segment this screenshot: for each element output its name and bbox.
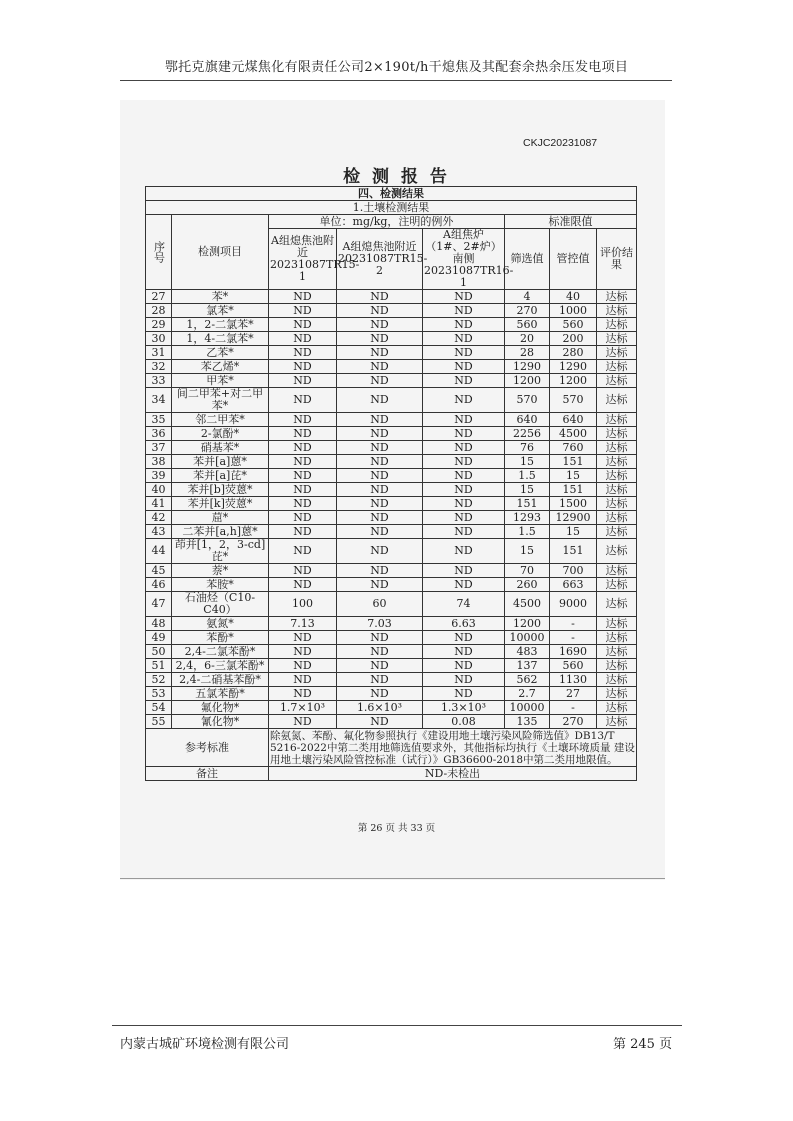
row-eval: 达标: [597, 617, 637, 631]
row-screen: 270: [505, 304, 550, 318]
row-item: 五氯苯酚*: [172, 687, 269, 701]
std-limit-header: 标准限值: [505, 215, 637, 229]
col-control-header: 管控值: [550, 229, 597, 290]
row-item: 2,4，6-三氯苯酚*: [172, 659, 269, 673]
row-sample2: ND: [337, 290, 423, 304]
row-sample1: ND: [269, 332, 337, 346]
table-row: [146, 483, 637, 497]
row-sample2: ND: [337, 469, 423, 483]
row-sample1: ND: [269, 673, 337, 687]
row-control: 570: [550, 388, 597, 413]
row-seq: 44: [146, 539, 172, 564]
row-control: 560: [550, 659, 597, 673]
row-item: 氯苯*: [172, 304, 269, 318]
row-item: 苯乙烯*: [172, 360, 269, 374]
row-sample2: ND: [337, 332, 423, 346]
row-sample3: ND: [423, 511, 505, 525]
row-seq: 45: [146, 564, 172, 578]
row-control: 1500: [550, 497, 597, 511]
row-screen: 28: [505, 346, 550, 360]
row-eval: 达标: [597, 360, 637, 374]
row-seq: 37: [146, 441, 172, 455]
row-screen: 560: [505, 318, 550, 332]
row-sample1: ND: [269, 631, 337, 645]
row-sample3: ND: [423, 631, 505, 645]
row-seq: 43: [146, 525, 172, 539]
row-item: 茚并[1，2，3-cd]芘*: [172, 539, 269, 564]
row-eval: 达标: [597, 497, 637, 511]
row-seq: 48: [146, 617, 172, 631]
row-item: 萘*: [172, 564, 269, 578]
row-sample3: ND: [423, 578, 505, 592]
reference-standard-label: 参考标准: [146, 729, 269, 767]
table-row: [146, 318, 637, 332]
table-row: [146, 332, 637, 346]
row-seq: 31: [146, 346, 172, 360]
col-item-header: 检测项目: [172, 215, 269, 290]
row-sample3: ND: [423, 673, 505, 687]
row-sample1: ND: [269, 290, 337, 304]
row-control: 40: [550, 290, 597, 304]
row-sample3: ND: [423, 427, 505, 441]
row-sample2: ND: [337, 564, 423, 578]
row-screen: 483: [505, 645, 550, 659]
row-screen: 135: [505, 715, 550, 729]
row-seq: 54: [146, 701, 172, 715]
row-screen: 1.5: [505, 469, 550, 483]
table-row: [146, 455, 637, 469]
row-control: 12900: [550, 511, 597, 525]
row-item: 邻二甲苯*: [172, 413, 269, 427]
row-sample1: ND: [269, 525, 337, 539]
table-row: [146, 427, 637, 441]
row-eval: 达标: [597, 511, 637, 525]
row-eval: 达标: [597, 318, 637, 332]
row-seq: 50: [146, 645, 172, 659]
col-screen-header: 筛选值: [505, 229, 550, 290]
row-control: 270: [550, 715, 597, 729]
table-row: [146, 441, 637, 455]
row-sample1: ND: [269, 455, 337, 469]
row-control: 560: [550, 318, 597, 332]
row-sample1: ND: [269, 511, 337, 525]
row-item: 石油烃（C10-C40）: [172, 592, 269, 617]
table-row: [146, 645, 637, 659]
row-seq: 38: [146, 455, 172, 469]
table-row: [146, 631, 637, 645]
row-screen: 640: [505, 413, 550, 427]
row-control: -: [550, 617, 597, 631]
row-eval: 达标: [597, 592, 637, 617]
table-row: [146, 346, 637, 360]
row-sample2: ND: [337, 441, 423, 455]
row-seq: 46: [146, 578, 172, 592]
soil-results-table: [145, 186, 637, 781]
row-control: 1290: [550, 360, 597, 374]
row-control: 640: [550, 413, 597, 427]
row-screen: 76: [505, 441, 550, 455]
row-sample2: ND: [337, 659, 423, 673]
row-screen: 4: [505, 290, 550, 304]
row-sample1: ND: [269, 659, 337, 673]
col-sample2-header: A组熄焦池附近20231087TR15-2: [337, 229, 423, 290]
row-item: 间二甲苯+对二甲苯*: [172, 388, 269, 413]
row-sample2: ND: [337, 715, 423, 729]
col-seq-header: 序号: [146, 215, 172, 290]
row-item: 2,4-二硝基苯酚*: [172, 673, 269, 687]
row-sample2: 1.6×10³: [337, 701, 423, 715]
row-sample2: 60: [337, 592, 423, 617]
row-seq: 41: [146, 497, 172, 511]
col-sample3-header: A组焦炉（1#、2#炉）南侧20231087TR16-1: [424, 228, 514, 289]
subsection-heading: 1.土壤检测结果: [146, 201, 637, 215]
row-control: 4500: [550, 427, 597, 441]
row-eval: 达标: [597, 578, 637, 592]
row-sample1: ND: [269, 360, 337, 374]
row-screen: 1293: [505, 511, 550, 525]
row-eval: 达标: [597, 483, 637, 497]
row-item: 氟化物*: [172, 701, 269, 715]
row-item: 2,4-二氯苯酚*: [172, 645, 269, 659]
row-control: 151: [550, 483, 597, 497]
row-seq: 30: [146, 332, 172, 346]
row-screen: 10000: [505, 631, 550, 645]
row-seq: 33: [146, 374, 172, 388]
row-item: 苯并[b]荧蒽*: [172, 483, 269, 497]
row-control: 27: [550, 687, 597, 701]
row-item: 䓛*: [172, 511, 269, 525]
row-sample3: 74: [423, 592, 505, 617]
row-control: 280: [550, 346, 597, 360]
table-row: [146, 413, 637, 427]
row-item: 苯*: [172, 290, 269, 304]
row-sample1: ND: [269, 645, 337, 659]
row-sample1: ND: [269, 715, 337, 729]
row-sample1: ND: [269, 427, 337, 441]
row-eval: 达标: [597, 564, 637, 578]
table-row: [146, 374, 637, 388]
row-sample1: 1.7×10³: [269, 701, 337, 715]
row-screen: 260: [505, 578, 550, 592]
table-row: [146, 701, 637, 715]
section-heading: 四、检测结果: [146, 187, 637, 201]
row-item: 氨氮*: [172, 617, 269, 631]
row-sample1: ND: [269, 687, 337, 701]
row-item: 苯并[k]荧蒽*: [172, 497, 269, 511]
row-sample1: ND: [269, 413, 337, 427]
row-sample1: ND: [269, 497, 337, 511]
row-control: 15: [550, 525, 597, 539]
table-row: [146, 592, 637, 617]
row-item: 1，4-二氯苯*: [172, 332, 269, 346]
row-sample3: ND: [423, 455, 505, 469]
row-control: 1690: [550, 645, 597, 659]
row-screen: 137: [505, 659, 550, 673]
row-seq: 35: [146, 413, 172, 427]
table-row: [146, 715, 637, 729]
row-eval: 达标: [597, 631, 637, 645]
row-screen: 1200: [505, 374, 550, 388]
row-eval: 达标: [597, 715, 637, 729]
row-screen: 1200: [505, 617, 550, 631]
row-sample1: ND: [269, 539, 337, 564]
row-item: 苯并[a]蒽*: [172, 455, 269, 469]
table-row: [146, 388, 637, 413]
row-eval: 达标: [597, 304, 637, 318]
row-sample1: ND: [269, 483, 337, 497]
row-item: 甲苯*: [172, 374, 269, 388]
row-control: 663: [550, 578, 597, 592]
row-eval: 达标: [597, 427, 637, 441]
row-item: 氰化物*: [172, 715, 269, 729]
remark-label: 备注: [146, 767, 269, 781]
row-sample3: ND: [423, 497, 505, 511]
row-sample2: ND: [337, 360, 423, 374]
row-seq: 32: [146, 360, 172, 374]
row-seq: 49: [146, 631, 172, 645]
row-screen: 4500: [505, 592, 550, 617]
row-item: 二苯并[a,h]蒽*: [172, 525, 269, 539]
row-sample3: ND: [423, 304, 505, 318]
row-eval: 达标: [597, 701, 637, 715]
row-sample2: ND: [337, 483, 423, 497]
row-sample1: 7.13: [269, 617, 337, 631]
row-screen: 1290: [505, 360, 550, 374]
row-eval: 达标: [597, 441, 637, 455]
row-control: -: [550, 701, 597, 715]
row-item: 1，2-二氯苯*: [172, 318, 269, 332]
row-sample3: 6.63: [423, 617, 505, 631]
row-seq: 42: [146, 511, 172, 525]
row-eval: 达标: [597, 332, 637, 346]
row-control: 760: [550, 441, 597, 455]
row-eval: 达标: [597, 374, 637, 388]
reference-standard-text: 除氨氮、苯酚、氟化物参照执行《建设用地土壤污染风险筛选值》DB13/T 5216-2022中第二类用地筛选值要求外，其他指标均执行《土壤环境质量 建设用地土壤污染风险管控标准（试行）》GB36600-2018中第二类用地限值。: [270, 729, 635, 766]
table-row: [146, 304, 637, 318]
row-sample1: ND: [269, 374, 337, 388]
row-sample2: ND: [337, 413, 423, 427]
row-screen: 15: [505, 539, 550, 564]
row-eval: 达标: [597, 455, 637, 469]
row-sample2: ND: [337, 539, 423, 564]
document-header-title: 鄂托克旗建元煤焦化有限责任公司2×190t/h干熄焦及其配套余热余压发电项目: [164, 60, 629, 75]
row-screen: 1.5: [505, 525, 550, 539]
report-page-indicator: 第 26 页 共 33 页: [357, 823, 436, 834]
table-row: [146, 511, 637, 525]
col-eval-header: 评价结果: [597, 229, 637, 290]
row-sample2: ND: [337, 673, 423, 687]
row-sample2: ND: [337, 427, 423, 441]
row-screen: 15: [505, 483, 550, 497]
row-seq: 34: [146, 388, 172, 413]
row-sample3: ND: [423, 483, 505, 497]
row-screen: 2.7: [505, 687, 550, 701]
row-control: 15: [550, 469, 597, 483]
row-control: 9000: [550, 592, 597, 617]
row-sample3: ND: [423, 360, 505, 374]
row-sample3: ND: [423, 318, 505, 332]
row-eval: 达标: [597, 413, 637, 427]
row-eval: 达标: [597, 673, 637, 687]
row-control: 151: [550, 539, 597, 564]
row-sample3: ND: [423, 332, 505, 346]
row-sample1: 100: [269, 592, 337, 617]
row-sample3: ND: [423, 645, 505, 659]
row-sample3: ND: [423, 290, 505, 304]
row-sample2: ND: [337, 346, 423, 360]
footer-company: 内蒙古城矿环境检测有限公司: [120, 1037, 290, 1052]
table-row: [146, 578, 637, 592]
row-seq: 29: [146, 318, 172, 332]
row-screen: 570: [505, 388, 550, 413]
row-screen: 151: [505, 497, 550, 511]
row-seq: 28: [146, 304, 172, 318]
header-divider: [120, 80, 672, 81]
table-row: [146, 687, 637, 701]
row-sample2: ND: [337, 455, 423, 469]
row-seq: 47: [146, 592, 172, 617]
row-eval: 达标: [597, 346, 637, 360]
row-sample2: ND: [337, 578, 423, 592]
row-eval: 达标: [597, 645, 637, 659]
row-sample2: ND: [337, 525, 423, 539]
row-sample1: ND: [269, 441, 337, 455]
row-eval: 达标: [597, 388, 637, 413]
row-sample2: ND: [337, 631, 423, 645]
row-sample3: ND: [423, 539, 505, 564]
report-title: 检 测 报 告: [343, 167, 450, 187]
table-row: [146, 564, 637, 578]
row-seq: 36: [146, 427, 172, 441]
row-screen: 562: [505, 673, 550, 687]
row-eval: 达标: [597, 539, 637, 564]
row-sample2: ND: [337, 645, 423, 659]
row-sample2: ND: [337, 687, 423, 701]
row-sample2: 7.03: [337, 617, 423, 631]
col-sample1-header: A组熄焦池附近20231087TR15-1: [269, 229, 337, 290]
footer-divider: [112, 1025, 682, 1026]
row-eval: 达标: [597, 687, 637, 701]
row-item: 苯并[a]芘*: [172, 469, 269, 483]
row-sample3: ND: [423, 374, 505, 388]
row-seq: 40: [146, 483, 172, 497]
footer-page-number: 第 245 页: [613, 1037, 673, 1052]
row-item: 2-氯酚*: [172, 427, 269, 441]
row-sample3: ND: [423, 659, 505, 673]
row-sample2: ND: [337, 511, 423, 525]
row-seq: 27: [146, 290, 172, 304]
table-row: [146, 673, 637, 687]
row-seq: 39: [146, 469, 172, 483]
row-seq: 52: [146, 673, 172, 687]
row-sample2: ND: [337, 374, 423, 388]
row-sample3: ND: [423, 388, 505, 413]
remark-text: ND-未检出: [269, 767, 637, 781]
row-sample1: ND: [269, 304, 337, 318]
report-number: CKJC20231087: [523, 137, 598, 149]
row-sample3: ND: [423, 525, 505, 539]
table-row: [146, 617, 637, 631]
row-screen: 20: [505, 332, 550, 346]
unit-note: 单位：mg/kg，注明的例外: [269, 215, 505, 229]
row-seq: 51: [146, 659, 172, 673]
row-item: 硝基苯*: [172, 441, 269, 455]
row-sample1: ND: [269, 578, 337, 592]
row-control: 200: [550, 332, 597, 346]
row-sample3: ND: [423, 564, 505, 578]
row-sample3: 0.08: [423, 715, 505, 729]
row-control: 1200: [550, 374, 597, 388]
row-eval: 达标: [597, 469, 637, 483]
row-seq: 53: [146, 687, 172, 701]
row-sample1: ND: [269, 469, 337, 483]
scan-bottom-edge: [120, 878, 665, 879]
table-row: [146, 290, 637, 304]
row-control: 1000: [550, 304, 597, 318]
row-item: 乙苯*: [172, 346, 269, 360]
table-row: [146, 469, 637, 483]
row-control: 1130: [550, 673, 597, 687]
row-sample2: ND: [337, 388, 423, 413]
table-row: [146, 497, 637, 511]
row-sample3: ND: [423, 413, 505, 427]
row-sample1: ND: [269, 564, 337, 578]
row-screen: 15: [505, 455, 550, 469]
row-screen: 2256: [505, 427, 550, 441]
row-sample2: ND: [337, 497, 423, 511]
row-item: 苯酚*: [172, 631, 269, 645]
row-sample2: ND: [337, 318, 423, 332]
row-sample1: ND: [269, 318, 337, 332]
row-screen: 70: [505, 564, 550, 578]
row-item: 苯胺*: [172, 578, 269, 592]
row-eval: 达标: [597, 290, 637, 304]
row-sample2: ND: [337, 304, 423, 318]
row-seq: 55: [146, 715, 172, 729]
row-control: 151: [550, 455, 597, 469]
row-eval: 达标: [597, 525, 637, 539]
row-sample3: 1.3×10³: [423, 701, 505, 715]
row-sample3: ND: [423, 346, 505, 360]
row-sample3: ND: [423, 441, 505, 455]
row-eval: 达标: [597, 659, 637, 673]
row-control: 700: [550, 564, 597, 578]
row-sample1: ND: [269, 388, 337, 413]
row-sample1: ND: [269, 346, 337, 360]
table-row: [146, 525, 637, 539]
row-sample3: ND: [423, 687, 505, 701]
table-row: [146, 539, 637, 564]
table-row: [146, 659, 637, 673]
row-control: -: [550, 631, 597, 645]
row-sample3: ND: [423, 469, 505, 483]
table-row: [146, 360, 637, 374]
row-screen: 10000: [505, 701, 550, 715]
